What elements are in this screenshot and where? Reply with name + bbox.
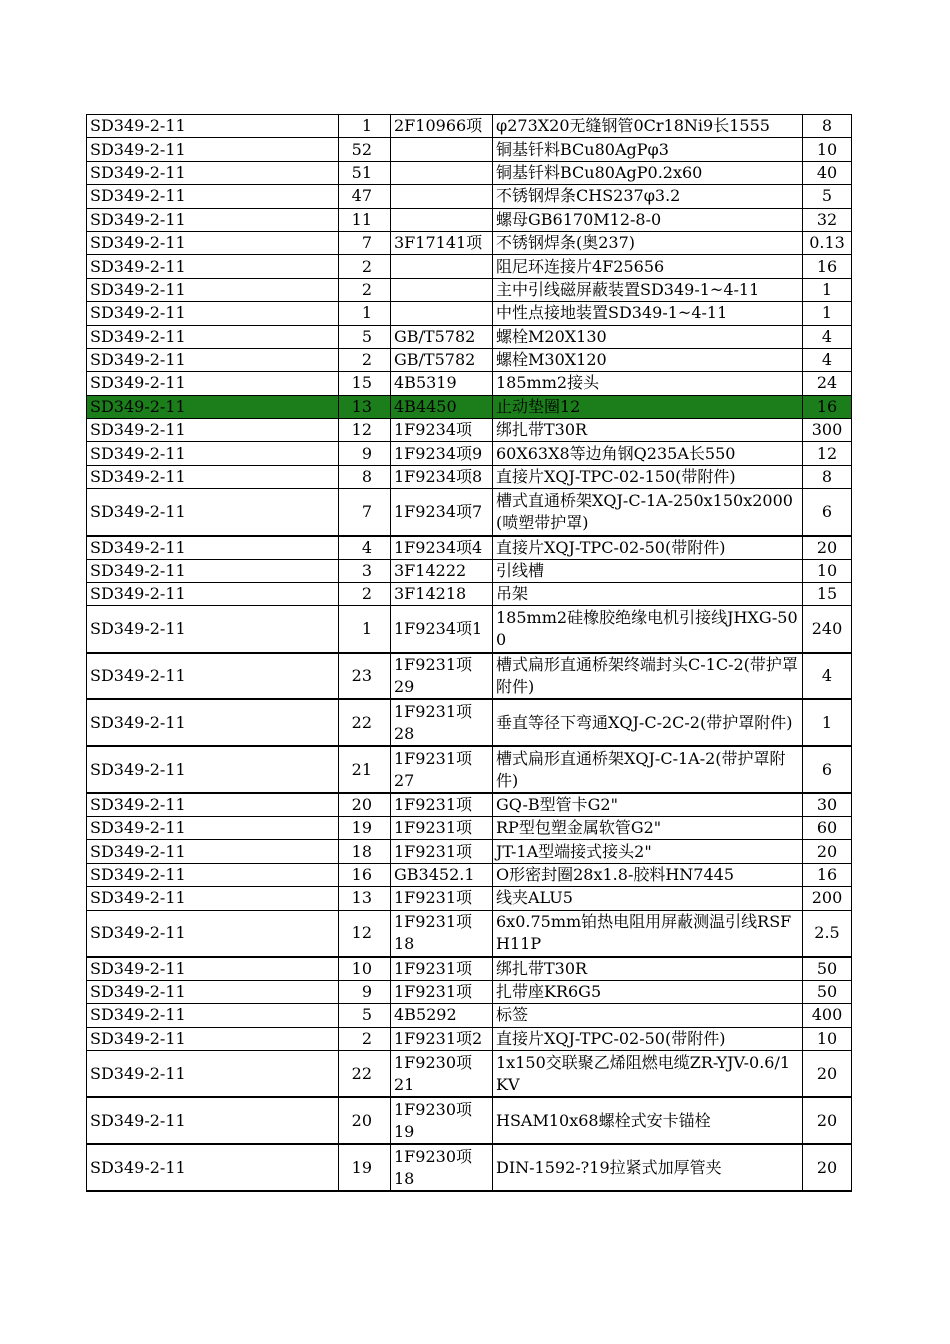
description-cell[interactable]: 直接片XQJ-TPC-02-150(带附件) — [493, 465, 803, 488]
table-row[interactable] — [87, 653, 852, 700]
part-number-cell[interactable]: 1F9231项 — [391, 793, 493, 817]
quantity-cell[interactable]: 15 — [803, 582, 852, 605]
drawing-code-cell[interactable]: SD349-2-11 — [87, 582, 339, 605]
quantity-cell[interactable]: 6 — [803, 746, 852, 793]
part-number-cell[interactable]: 1F9230项19 — [391, 1097, 493, 1144]
item-number-cell[interactable]: 7 — [339, 489, 391, 536]
description-cell[interactable]: O形密封圈28x1.8-胶料HN7445 — [493, 863, 803, 886]
drawing-code-cell[interactable]: SD349-2-11 — [87, 115, 339, 138]
description-cell[interactable]: 止动垫圈12 — [493, 395, 803, 418]
quantity-cell[interactable]: 4 — [803, 348, 852, 371]
table-row[interactable] — [87, 793, 852, 817]
part-number-cell[interactable]: 1F9234项8 — [391, 465, 493, 488]
quantity-cell[interactable]: 50 — [803, 980, 852, 1003]
table-row[interactable] — [87, 231, 852, 254]
table-row[interactable] — [87, 115, 852, 138]
drawing-code-cell[interactable]: SD349-2-11 — [87, 465, 339, 488]
drawing-code-cell[interactable]: SD349-2-11 — [87, 536, 339, 560]
drawing-code-cell[interactable]: SD349-2-11 — [87, 1027, 339, 1050]
table-row[interactable] — [87, 746, 852, 793]
item-number-cell[interactable]: 2 — [339, 1027, 391, 1050]
item-number-cell[interactable]: 12 — [339, 910, 391, 957]
item-number-cell[interactable]: 3 — [339, 559, 391, 582]
item-number-cell[interactable]: 5 — [339, 1004, 391, 1027]
quantity-cell[interactable]: 20 — [803, 840, 852, 863]
drawing-code-cell[interactable]: SD349-2-11 — [87, 348, 339, 371]
drawing-code-cell[interactable]: SD349-2-11 — [87, 606, 339, 653]
table-row[interactable] — [87, 957, 852, 981]
drawing-code-cell[interactable]: SD349-2-11 — [87, 302, 339, 325]
drawing-code-cell[interactable]: SD349-2-11 — [87, 395, 339, 418]
drawing-code-cell[interactable]: SD349-2-11 — [87, 1144, 339, 1191]
drawing-code-cell[interactable]: SD349-2-11 — [87, 699, 339, 746]
part-number-cell[interactable]: 1F9231项 — [391, 817, 493, 840]
description-cell[interactable]: 铜基钎料BCu80AgP0.2x60 — [493, 161, 803, 184]
item-number-cell[interactable]: 1 — [339, 606, 391, 653]
table-row[interactable] — [87, 1144, 852, 1191]
item-number-cell[interactable]: 22 — [339, 1051, 391, 1098]
item-number-cell[interactable]: 20 — [339, 1097, 391, 1144]
table-row[interactable] — [87, 536, 852, 560]
table-row[interactable] — [87, 980, 852, 1003]
part-number-cell[interactable]: 1F9231项2 — [391, 1027, 493, 1050]
drawing-code-cell[interactable]: SD349-2-11 — [87, 442, 339, 465]
drawing-code-cell[interactable]: SD349-2-11 — [87, 255, 339, 278]
part-number-cell[interactable]: 1F9230项18 — [391, 1144, 493, 1191]
quantity-cell[interactable]: 1 — [803, 699, 852, 746]
quantity-cell[interactable]: 16 — [803, 863, 852, 886]
table-row[interactable] — [87, 161, 852, 184]
part-number-cell[interactable] — [391, 208, 493, 231]
item-number-cell[interactable]: 18 — [339, 840, 391, 863]
table-row[interactable] — [87, 1027, 852, 1050]
description-cell[interactable]: 直接片XQJ-TPC-02-50(带附件) — [493, 536, 803, 560]
table-row[interactable] — [87, 302, 852, 325]
item-number-cell[interactable]: 2 — [339, 582, 391, 605]
description-cell[interactable]: GQ-B型管卡G2" — [493, 793, 803, 817]
description-cell[interactable]: 不锈钢焊条(奥237) — [493, 231, 803, 254]
description-cell[interactable]: HSAM10x68螺栓式安卡锚栓 — [493, 1097, 803, 1144]
table-row-highlighted[interactable] — [87, 395, 852, 418]
description-cell[interactable]: φ273X20无缝钢管0Cr18Ni9长1555 — [493, 115, 803, 138]
table-row[interactable] — [87, 606, 852, 653]
description-cell[interactable]: 阻尼环连接片4F25656 — [493, 255, 803, 278]
drawing-code-cell[interactable]: SD349-2-11 — [87, 325, 339, 348]
item-number-cell[interactable]: 9 — [339, 980, 391, 1003]
description-cell[interactable]: 绑扎带T30R — [493, 419, 803, 442]
description-cell[interactable]: 6x0.75mm铂热电阻用屏蔽测温引线RSFH11P — [493, 910, 803, 957]
quantity-cell[interactable]: 10 — [803, 1027, 852, 1050]
item-number-cell[interactable]: 15 — [339, 372, 391, 395]
table-row[interactable] — [87, 1004, 852, 1027]
item-number-cell[interactable]: 20 — [339, 793, 391, 817]
part-number-cell[interactable]: 3F17141项 — [391, 231, 493, 254]
item-number-cell[interactable]: 10 — [339, 957, 391, 981]
table-row[interactable] — [87, 255, 852, 278]
drawing-code-cell[interactable]: SD349-2-11 — [87, 746, 339, 793]
drawing-code-cell[interactable]: SD349-2-11 — [87, 840, 339, 863]
table-row[interactable] — [87, 325, 852, 348]
quantity-cell[interactable]: 16 — [803, 395, 852, 418]
quantity-cell[interactable]: 30 — [803, 793, 852, 817]
drawing-code-cell[interactable]: SD349-2-11 — [87, 793, 339, 817]
item-number-cell[interactable]: 1 — [339, 115, 391, 138]
part-number-cell[interactable] — [391, 185, 493, 208]
description-cell[interactable]: 螺栓M30X120 — [493, 348, 803, 371]
drawing-code-cell[interactable]: SD349-2-11 — [87, 278, 339, 301]
part-number-cell[interactable]: 1F9234项4 — [391, 536, 493, 560]
item-number-cell[interactable]: 5 — [339, 325, 391, 348]
table-row[interactable] — [87, 863, 852, 886]
quantity-cell[interactable]: 32 — [803, 208, 852, 231]
drawing-code-cell[interactable]: SD349-2-11 — [87, 231, 339, 254]
part-number-cell[interactable]: 4B4450 — [391, 395, 493, 418]
drawing-code-cell[interactable]: SD349-2-11 — [87, 559, 339, 582]
description-cell[interactable]: 60X63X8等边角钢Q235A长550 — [493, 442, 803, 465]
part-number-cell[interactable]: 1F9231项28 — [391, 699, 493, 746]
table-row[interactable] — [87, 1051, 852, 1098]
drawing-code-cell[interactable]: SD349-2-11 — [87, 185, 339, 208]
quantity-cell[interactable]: 20 — [803, 1097, 852, 1144]
quantity-cell[interactable]: 8 — [803, 115, 852, 138]
part-number-cell[interactable]: GB/T5782 — [391, 325, 493, 348]
part-number-cell[interactable]: 1F9234项1 — [391, 606, 493, 653]
drawing-code-cell[interactable]: SD349-2-11 — [87, 419, 339, 442]
quantity-cell[interactable]: 6 — [803, 489, 852, 536]
part-number-cell[interactable]: 1F9231项 — [391, 887, 493, 910]
description-cell[interactable]: 185mm2硅橡胶绝缘电机引接线JHXG-500 — [493, 606, 803, 653]
table-row[interactable] — [87, 489, 852, 536]
quantity-cell[interactable]: 24 — [803, 372, 852, 395]
drawing-code-cell[interactable]: SD349-2-11 — [87, 208, 339, 231]
description-cell[interactable]: 中性点接地装置SD349-1~4-11 — [493, 302, 803, 325]
description-cell[interactable]: 1x150交联聚乙烯阻燃电缆ZR-YJV-0.6/1KV — [493, 1051, 803, 1098]
item-number-cell[interactable]: 22 — [339, 699, 391, 746]
part-number-cell[interactable]: GB/T5782 — [391, 348, 493, 371]
description-cell[interactable]: 引线槽 — [493, 559, 803, 582]
description-cell[interactable]: 垂直等径下弯通XQJ-C-2C-2(带护罩附件) — [493, 699, 803, 746]
item-number-cell[interactable]: 13 — [339, 395, 391, 418]
item-number-cell[interactable]: 47 — [339, 185, 391, 208]
drawing-code-cell[interactable]: SD349-2-11 — [87, 910, 339, 957]
quantity-cell[interactable]: 8 — [803, 465, 852, 488]
quantity-cell[interactable]: 400 — [803, 1004, 852, 1027]
item-number-cell[interactable]: 16 — [339, 863, 391, 886]
part-number-cell[interactable]: 1F9231项27 — [391, 746, 493, 793]
table-row[interactable] — [87, 278, 852, 301]
item-number-cell[interactable]: 2 — [339, 278, 391, 301]
description-cell[interactable]: 主中引线磁屏蔽装置SD349-1~4-11 — [493, 278, 803, 301]
table-row[interactable] — [87, 817, 852, 840]
part-number-cell[interactable]: 1F9231项29 — [391, 653, 493, 700]
drawing-code-cell[interactable]: SD349-2-11 — [87, 653, 339, 700]
description-cell[interactable]: 扎带座KR6G5 — [493, 980, 803, 1003]
drawing-code-cell[interactable]: SD349-2-11 — [87, 372, 339, 395]
description-cell[interactable]: 槽式扁形直通桥架XQJ-C-1A-2(带护罩附件) — [493, 746, 803, 793]
part-number-cell[interactable] — [391, 161, 493, 184]
table-row[interactable] — [87, 582, 852, 605]
item-number-cell[interactable]: 8 — [339, 465, 391, 488]
quantity-cell[interactable]: 4 — [803, 653, 852, 700]
part-number-cell[interactable]: 4B5292 — [391, 1004, 493, 1027]
part-number-cell[interactable] — [391, 255, 493, 278]
drawing-code-cell[interactable]: SD349-2-11 — [87, 1004, 339, 1027]
table-row[interactable] — [87, 185, 852, 208]
quantity-cell[interactable]: 50 — [803, 957, 852, 981]
table-row[interactable] — [87, 372, 852, 395]
part-number-cell[interactable]: 1F9231项18 — [391, 910, 493, 957]
item-number-cell[interactable]: 51 — [339, 161, 391, 184]
quantity-cell[interactable]: 240 — [803, 606, 852, 653]
table-row[interactable] — [87, 1097, 852, 1144]
parts-table-body — [87, 115, 852, 1191]
item-number-cell[interactable]: 12 — [339, 419, 391, 442]
quantity-cell[interactable]: 1 — [803, 302, 852, 325]
quantity-cell[interactable]: 200 — [803, 887, 852, 910]
description-cell[interactable]: 螺栓M20X130 — [493, 325, 803, 348]
description-cell[interactable]: JT-1A型端接式接头2" — [493, 840, 803, 863]
item-number-cell[interactable]: 11 — [339, 208, 391, 231]
description-cell[interactable]: 不锈钢焊条CHS237φ3.2 — [493, 185, 803, 208]
item-number-cell[interactable]: 2 — [339, 348, 391, 371]
part-number-cell[interactable] — [391, 278, 493, 301]
part-number-cell[interactable]: GB3452.1 — [391, 863, 493, 886]
drawing-code-cell[interactable]: SD349-2-11 — [87, 1051, 339, 1098]
quantity-cell[interactable]: 12 — [803, 442, 852, 465]
table-row[interactable] — [87, 559, 852, 582]
description-cell[interactable]: 线夹ALU5 — [493, 887, 803, 910]
table-row[interactable] — [87, 465, 852, 488]
part-number-cell[interactable]: 1F9234项7 — [391, 489, 493, 536]
table-row[interactable] — [87, 887, 852, 910]
item-number-cell[interactable]: 4 — [339, 536, 391, 560]
quantity-cell[interactable]: 16 — [803, 255, 852, 278]
drawing-code-cell[interactable]: SD349-2-11 — [87, 957, 339, 981]
drawing-code-cell[interactable]: SD349-2-11 — [87, 138, 339, 161]
item-number-cell[interactable]: 52 — [339, 138, 391, 161]
item-number-cell[interactable]: 1 — [339, 302, 391, 325]
part-number-cell[interactable]: 1F9230项21 — [391, 1051, 493, 1098]
quantity-cell[interactable]: 20 — [803, 1051, 852, 1098]
item-number-cell[interactable]: 23 — [339, 653, 391, 700]
part-number-cell[interactable]: 2F10966项 — [391, 115, 493, 138]
description-cell[interactable]: 槽式扁形直通桥架终端封头C-1C-2(带护罩附件) — [493, 653, 803, 700]
part-number-cell[interactable]: 1F9231项 — [391, 957, 493, 981]
item-number-cell[interactable]: 7 — [339, 231, 391, 254]
part-number-cell[interactable]: 3F14218 — [391, 582, 493, 605]
item-number-cell[interactable]: 19 — [339, 1144, 391, 1191]
quantity-cell[interactable]: 20 — [803, 536, 852, 560]
table-row[interactable] — [87, 348, 852, 371]
drawing-code-cell[interactable]: SD349-2-11 — [87, 817, 339, 840]
table-row[interactable] — [87, 442, 852, 465]
part-number-cell[interactable]: 3F14222 — [391, 559, 493, 582]
description-cell[interactable]: 绑扎带T30R — [493, 957, 803, 981]
parts-table — [86, 114, 852, 1192]
description-cell[interactable]: 直接片XQJ-TPC-02-50(带附件) — [493, 1027, 803, 1050]
quantity-cell[interactable]: 5 — [803, 185, 852, 208]
quantity-cell[interactable]: 1 — [803, 278, 852, 301]
part-number-cell[interactable] — [391, 138, 493, 161]
item-number-cell[interactable]: 19 — [339, 817, 391, 840]
item-number-cell[interactable]: 13 — [339, 887, 391, 910]
table-row[interactable] — [87, 208, 852, 231]
quantity-cell[interactable]: 2.5 — [803, 910, 852, 957]
part-number-cell[interactable]: 1F9234项 — [391, 419, 493, 442]
description-cell[interactable]: 铜基钎料BCu80AgPφ3 — [493, 138, 803, 161]
quantity-cell[interactable]: 300 — [803, 419, 852, 442]
quantity-cell[interactable]: 40 — [803, 161, 852, 184]
description-cell[interactable]: 槽式直通桥架XQJ-C-1A-250x150x2000(喷塑带护罩) — [493, 489, 803, 536]
quantity-cell[interactable]: 0.13 — [803, 231, 852, 254]
item-number-cell[interactable]: 2 — [339, 255, 391, 278]
quantity-cell[interactable]: 4 — [803, 325, 852, 348]
drawing-code-cell[interactable]: SD349-2-11 — [87, 1097, 339, 1144]
part-number-cell[interactable]: 1F9231项 — [391, 980, 493, 1003]
table-row[interactable] — [87, 699, 852, 746]
description-cell[interactable]: 吊架 — [493, 582, 803, 605]
table-row[interactable] — [87, 419, 852, 442]
part-number-cell[interactable] — [391, 302, 493, 325]
drawing-code-cell[interactable]: SD349-2-11 — [87, 887, 339, 910]
part-number-cell[interactable]: 1F9234项9 — [391, 442, 493, 465]
description-cell[interactable]: 185mm2接头 — [493, 372, 803, 395]
drawing-code-cell[interactable]: SD349-2-11 — [87, 161, 339, 184]
table-row[interactable] — [87, 910, 852, 957]
part-number-cell[interactable]: 1F9231项 — [391, 840, 493, 863]
drawing-code-cell[interactable]: SD349-2-11 — [87, 980, 339, 1003]
drawing-code-cell[interactable]: SD349-2-11 — [87, 863, 339, 886]
quantity-cell[interactable]: 10 — [803, 559, 852, 582]
description-cell[interactable]: 标签 — [493, 1004, 803, 1027]
item-number-cell[interactable]: 9 — [339, 442, 391, 465]
quantity-cell[interactable]: 10 — [803, 138, 852, 161]
description-cell[interactable]: RP型包塑金属软管G2" — [493, 817, 803, 840]
table-row[interactable] — [87, 138, 852, 161]
item-number-cell[interactable]: 21 — [339, 746, 391, 793]
description-cell[interactable]: DIN-1592-?19拉紧式加厚管夹 — [493, 1144, 803, 1191]
quantity-cell[interactable]: 60 — [803, 817, 852, 840]
table-row[interactable] — [87, 840, 852, 863]
part-number-cell[interactable]: 4B5319 — [391, 372, 493, 395]
drawing-code-cell[interactable]: SD349-2-11 — [87, 489, 339, 536]
description-cell[interactable]: 螺母GB6170M12-8-0 — [493, 208, 803, 231]
quantity-cell[interactable]: 20 — [803, 1144, 852, 1191]
